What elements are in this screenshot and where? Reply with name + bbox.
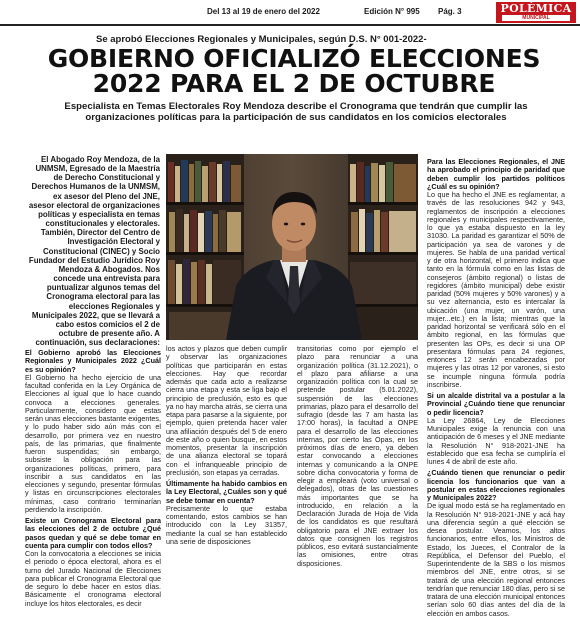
- issue-date: Del 13 al 19 de enero del 2022: [207, 7, 320, 16]
- article-column-1: [25, 349, 161, 608]
- logo-title: POLÉMICA: [500, 2, 572, 15]
- answer-3-continued: transitorias como por ejemplo el plazo para renunciar a una organización política (31.12.2021), o el plazo para afiliarse a una organización política con la cual se pretende postular (5.01.2022), suspensión de las elecciones primarias, plazo para el desarrollo del sufragio (desde las 7 am hasta las 17:00 horas), la facultad a ONPE para el desarrollo de las elecciones internas, por cierto las Opas, en los próximos días de enero, ya deben estar convocando a elecciones internas y comunicando a la ONPE sobre dicha convocatoria y forma de elegir a empleará (voto universal o delegados), otras de las cuestiones más importantes que se ha introducido, en relación a la Declaración Jurada de Hoja de Vida de los candidatos es que resultará obligatorio para el JNE extraer los datos que consignen los registros públicos, eso evitará sustancialmente las omisiones, entre otras disposiciones.: [297, 344, 418, 568]
- answer-2: Con la convocatoria a elecciones se inicia el periodo o época electoral, ahora es el turno del Jurado Nacional de Elecciones para publicar el Cronograma Electoral que de seguro lo debe hacer en estos días. Básicamente el cronograma electoral incluye los hitos electorales, es decir: [25, 549, 161, 608]
- headline-line-1: GOBIERNO OFICIALIZÓ ELECCIONES: [47, 44, 541, 73]
- answer-3: Precisamente lo que estaba comentando, estos cambios se han introducido con la Ley 31357, mediante la cual se han establecido una serie de disposiciones: [166, 503, 287, 546]
- edition-number: Edición N° 995: [364, 7, 420, 16]
- question-2: Existe un Cronograma Electoral para las elecciones del 2 de octubre ¿Qué pasos quedan y qué se debe tomar en cuenta para cumplir con todos ellos?: [25, 516, 161, 550]
- answer-1: El Gobierno ha hecho ejercicio de una facultad conferida en la Ley Orgánica de Elecciones al igual que lo hace cuando convoca a elecciones generales. Particularmente, considero que estas serán unas elecciones bastante exigentes, y lo pudo haber sido aún más con el desarrollo, por primera vez en nuestro país, de las primarias, que finalmente fueron suspendidas; sin embargo, subsiste la obligación para las organizaciones políticas, primero, para inscribir a sus candidatos en las elecciones y segundo, presentar fórmulas y listas en circunscripciones electorales mínimas, caso contrario terminarían perdiendo la inscripción.: [25, 372, 161, 514]
- answer-6: De igual modo está se ha reglamentado en la Resolución N° 918-2021-JNE y acá hay una diferencia según a qué elección se desea postular. Veamos, los altos funcionarios, entre ellos, los Ministros de Estado, los Jueces, el Contralor de la República, el Defensor del Pueblo, el Superintendente de la SBS o los mismos miembros del JNE, entre otros, si se tratará de una elección regional entonces tendrían que renunciar 180 días, pero si se tratara de una elección municipal entonces serían solo 60 días antes del día de la elección en ambos casos.: [427, 501, 565, 618]
- article-column-3: [297, 345, 418, 568]
- question-1: El Gobierno aprobó las Elecciones Regionales y Municipales 2022 ¿Cuál es su opinión?: [25, 348, 161, 374]
- logo-subtitle: MUNICIPAL: [502, 15, 570, 21]
- question-5: Si un alcalde distrital va a postular a la Provincial ¿Cuándo tiene que renunciar o pedir licencia?: [427, 391, 565, 417]
- page-number: Pág. 3: [438, 7, 462, 16]
- article-intro: El Abogado Roy Mendoza, de la UNMSM, Egresado de la Maestría de Derecho Constitucional y Derechos Humanos de la UNMSM, ex asesor del Pleno del JNE, asesor electoral de organizaciones políticas y especialista en temas constitucionales y electorales. También, Director del Centro de Investigación Electoral y Constitucional (CINEC) y Socio Fundador del Estudio Jurídico Roy Mendoza & Abogados. Nos concede una entrevista para puntualizar algunos temas del Cronograma electoral para las elecciones Regionales y Municipales 2022, que se llevará a cabo estos comicios el 2 de octubre de presente año. A continuación, sus declaraciones:: [28, 155, 160, 348]
- portrait-illustration: [166, 154, 418, 340]
- newspaper-logo: [496, 2, 576, 23]
- bookshelf-right: [348, 154, 418, 340]
- article-column-2: [166, 345, 287, 546]
- question-4: Para las Elecciones Regionales, el JNE ha aprobado el principio de paridad que deben cumplir los partidos políticos ¿Cuál es su opinión?: [427, 157, 565, 191]
- article-column-4: [427, 158, 565, 618]
- page-header: [0, 0, 580, 26]
- article-subhead: Especialista en Temas Electorales Roy Mendoza describe el Cronograma que tendrán que cumplir las organizaciones políticas para la participación de sus candidatos en los comicios electorales: [64, 101, 528, 123]
- answer-4: Lo que ha hecho el JNE es reglamentar, a través de las resoluciones 942 y 943, reglamentos de inscripción a elecciones regionales y municipales respectivamente, lo que ya estaba dispuesto en la ley 31030. La paridad es garantizar el 50% de participación ya sea de varones y de mujeres. Se habla de una paridad vertical y de otra horizontal, el primero indica que tanto en la fórmula como en las listas de consejeros (ámbito regional) o listas de regidores (ámbito municipal) debe existir paridad (50% mujeres y 50% varones) y a su vez alternancia, esto es intercalar la ubicación (una mujer, un varón, una mujer...etc.) en la lista; mientras que la paridad horizontal se verificará sólo en el ámbito regional, en las fórmulas que presenten las OPs, es decir si una OP presentara fórmulas para 24 regiones, entonces 12 serán encabezadas por mujeres y las otras 12 por varones, si esto se incumple ninguna fórmula podría inscribirse.: [427, 190, 565, 389]
- question-6: ¿Cuándo tienen que renunciar o pedir licencia los funcionarios que van a postular en estas elecciones regionales y Municipales 2022?: [427, 468, 565, 502]
- answer-2-continued: los actos y plazos que deben cumplir y observar las organizaciones políticas que participarán en estas elecciones. Hay que recordar además que cada acto a realizarse cierra una etapa y esta se liga bajo el principio de preclusión, esto es que ya no hay marcha atrás, se cierra una etapa para pasarse a la siguiente, por ejemplo, quien pretenda hacer valer una afiliación después del 5 de enero de este año o quien busque, en estos momentos, presentar la inscripción de una alianza electoral se topará con el infranqueable principio de preclusión, son etapas ya cerradas.: [166, 344, 287, 477]
- header-rule: [0, 24, 580, 26]
- interviewee-photo: [166, 154, 418, 340]
- headline-line-2: 2022 PARA EL 2 DE OCTUBRE: [92, 69, 496, 98]
- article-kicker: Se aprobó Elecciones Regionales y Municipales, según D.S. N° 001-2022-: [96, 34, 427, 45]
- answer-5: La Ley 26864, Ley de Elecciones Municipales exige la renuncia con una anticipación de 6 meses y el JNE mediante la Resolución N° 918-2021-JNE ha establecido que esa fecha se cumpliría el lunes 4 de abril de este año.: [427, 415, 565, 466]
- article-headline: [24, 46, 564, 96]
- question-3: Últimamente ha habido cambios en la Ley Electoral, ¿Cuáles son y qué se debe tomar en cuenta?: [166, 479, 287, 505]
